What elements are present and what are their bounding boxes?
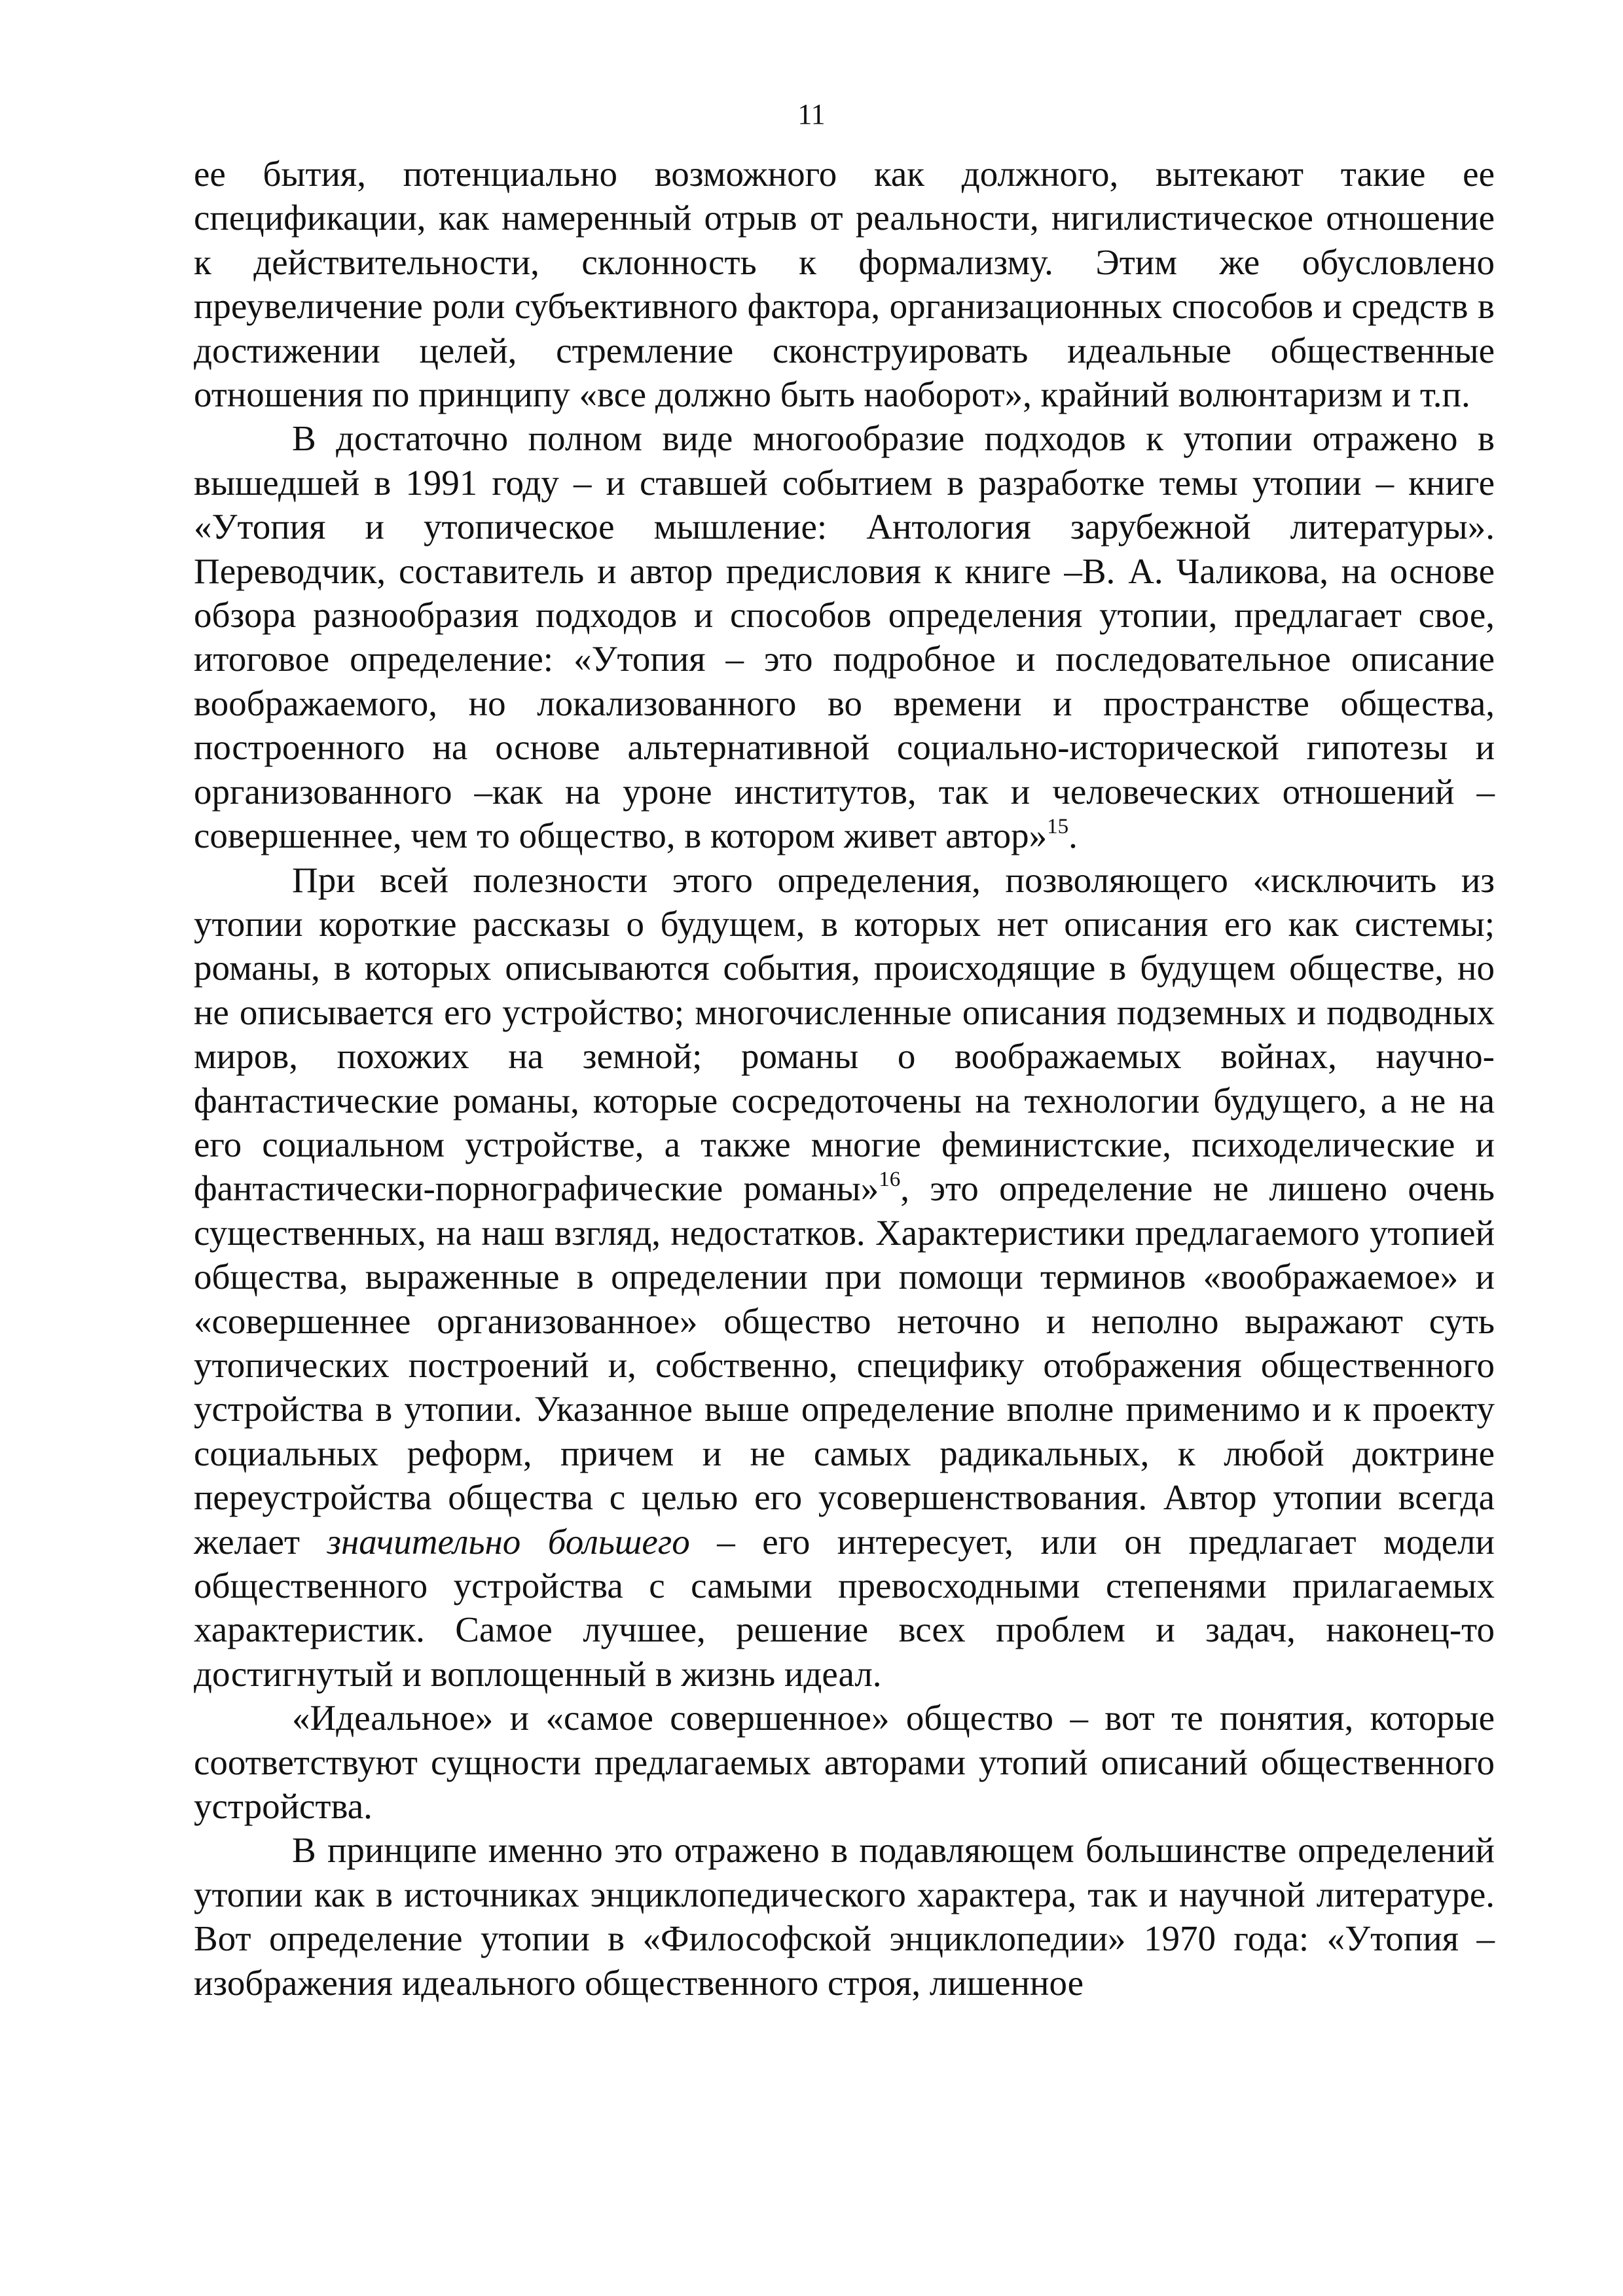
paragraph-3-text-c: – его интересует, или он предлагает модели общественного устройства с самыми превосходными степенями прилагаемых характеристик. Самое лучшее, решение всех проблем и задач, наконец-то достигнутый и воплощенный в жизнь идеал. xyxy=(194,1521,1495,1694)
paragraph-2-tail: . xyxy=(1068,816,1078,856)
paragraph-3 xyxy=(194,858,1495,1696)
footnote-ref-15[interactable]: 15 xyxy=(1047,815,1069,839)
page-number: 11 xyxy=(797,98,826,130)
paragraph-3-text-b: , это определение не лишено очень существенных, на наш взгляд, недостатков. Характеристики предлагаемого утопией общества, выраженные в определении при помощи терминов «воображаемое» и «совершеннее организованное» общество неточно и неполно выражают суть утопических построений и, собственно, специфику отображения общественного устройства в утопии. Указанное выше определение вполне применимо и к проекту социальных реформ, причем и не самых радикальных, к любой доктрине переустройства общества с целью его усовершенствования. Автор утопии всегда желает xyxy=(194,1168,1495,1562)
footnote-ref-16[interactable]: 16 xyxy=(879,1168,901,1192)
paragraph-2 xyxy=(194,416,1495,857)
paragraph-5: В принципе именно это отражено в подавляющем большинстве определений утопии как в источниках энциклопедического характера, так и научной литературе. Вот определение утопии в «Философской энциклопедии» 1970 года: «Утопия – изображения идеального общественного строя, лишенное xyxy=(194,1830,1495,2003)
paragraph-3-emphasis: значительно большего xyxy=(327,1521,690,1562)
paragraph-4: «Идеальное» и «самое совершенное» общество – вот те понятия, которые соответствуют сущности предлагаемых авторами утопий описаний общественного устройства. xyxy=(194,1698,1495,1827)
paragraph-2-text: В достаточно полном виде многообразие подходов к утопии отражено в вышедшей в 1991 году – и ставшей событием в разработке темы утопии – книге «Утопия и утопическое мышление: Антология зарубежной литературы». Переводчик, составитель и автор предисловия к книге –В. А. Чаликова, на основе обзора разнообразия подходов и способов определения утопии, предлагает свое, итоговое определение: «Утопия – это подробное и последовательное описание воображаемого, но локализованного во времени и пространстве общества, построенного на основе альтернативной социально-исторической гипотезы и организованного –как на уроне институтов, так и человеческих отношений –совершеннее, чем то общество, в котором живет автор» xyxy=(194,418,1495,856)
paragraph-1: ее бытия, потенциально возможного как должного, вытекают такие ее спецификации, как намеренный отрыв от реальности, нигилистическое отношение к действительности, склонность к формализму. Этим же обусловлено преувеличение роли субъективного фактора, организационных способов и средств в достижении целей, стремление сконструировать идеальные общественные отношения по принципу «все должно быть наоборот», крайний волюнтаризм и т.п. xyxy=(194,154,1495,415)
paragraph-3-text-a: При всей полезности этого определения, позволяющего «исключить из утопии короткие рассказы о будущем, в которых нет описания его как системы; романы, в которых описываются события, происходящие в будущем обществе, но не описывается его устройство; многочисленные описания подземных и подводных миров, похожих на земной; романы о воображаемых войнах, научно-фантастические романы, которые сосредоточены на технологии будущего, а не на его социальном устройстве, а также многие феминистские, психоделические и фантастически-порнографические романы» xyxy=(194,859,1495,1209)
document-body xyxy=(194,152,1495,2005)
